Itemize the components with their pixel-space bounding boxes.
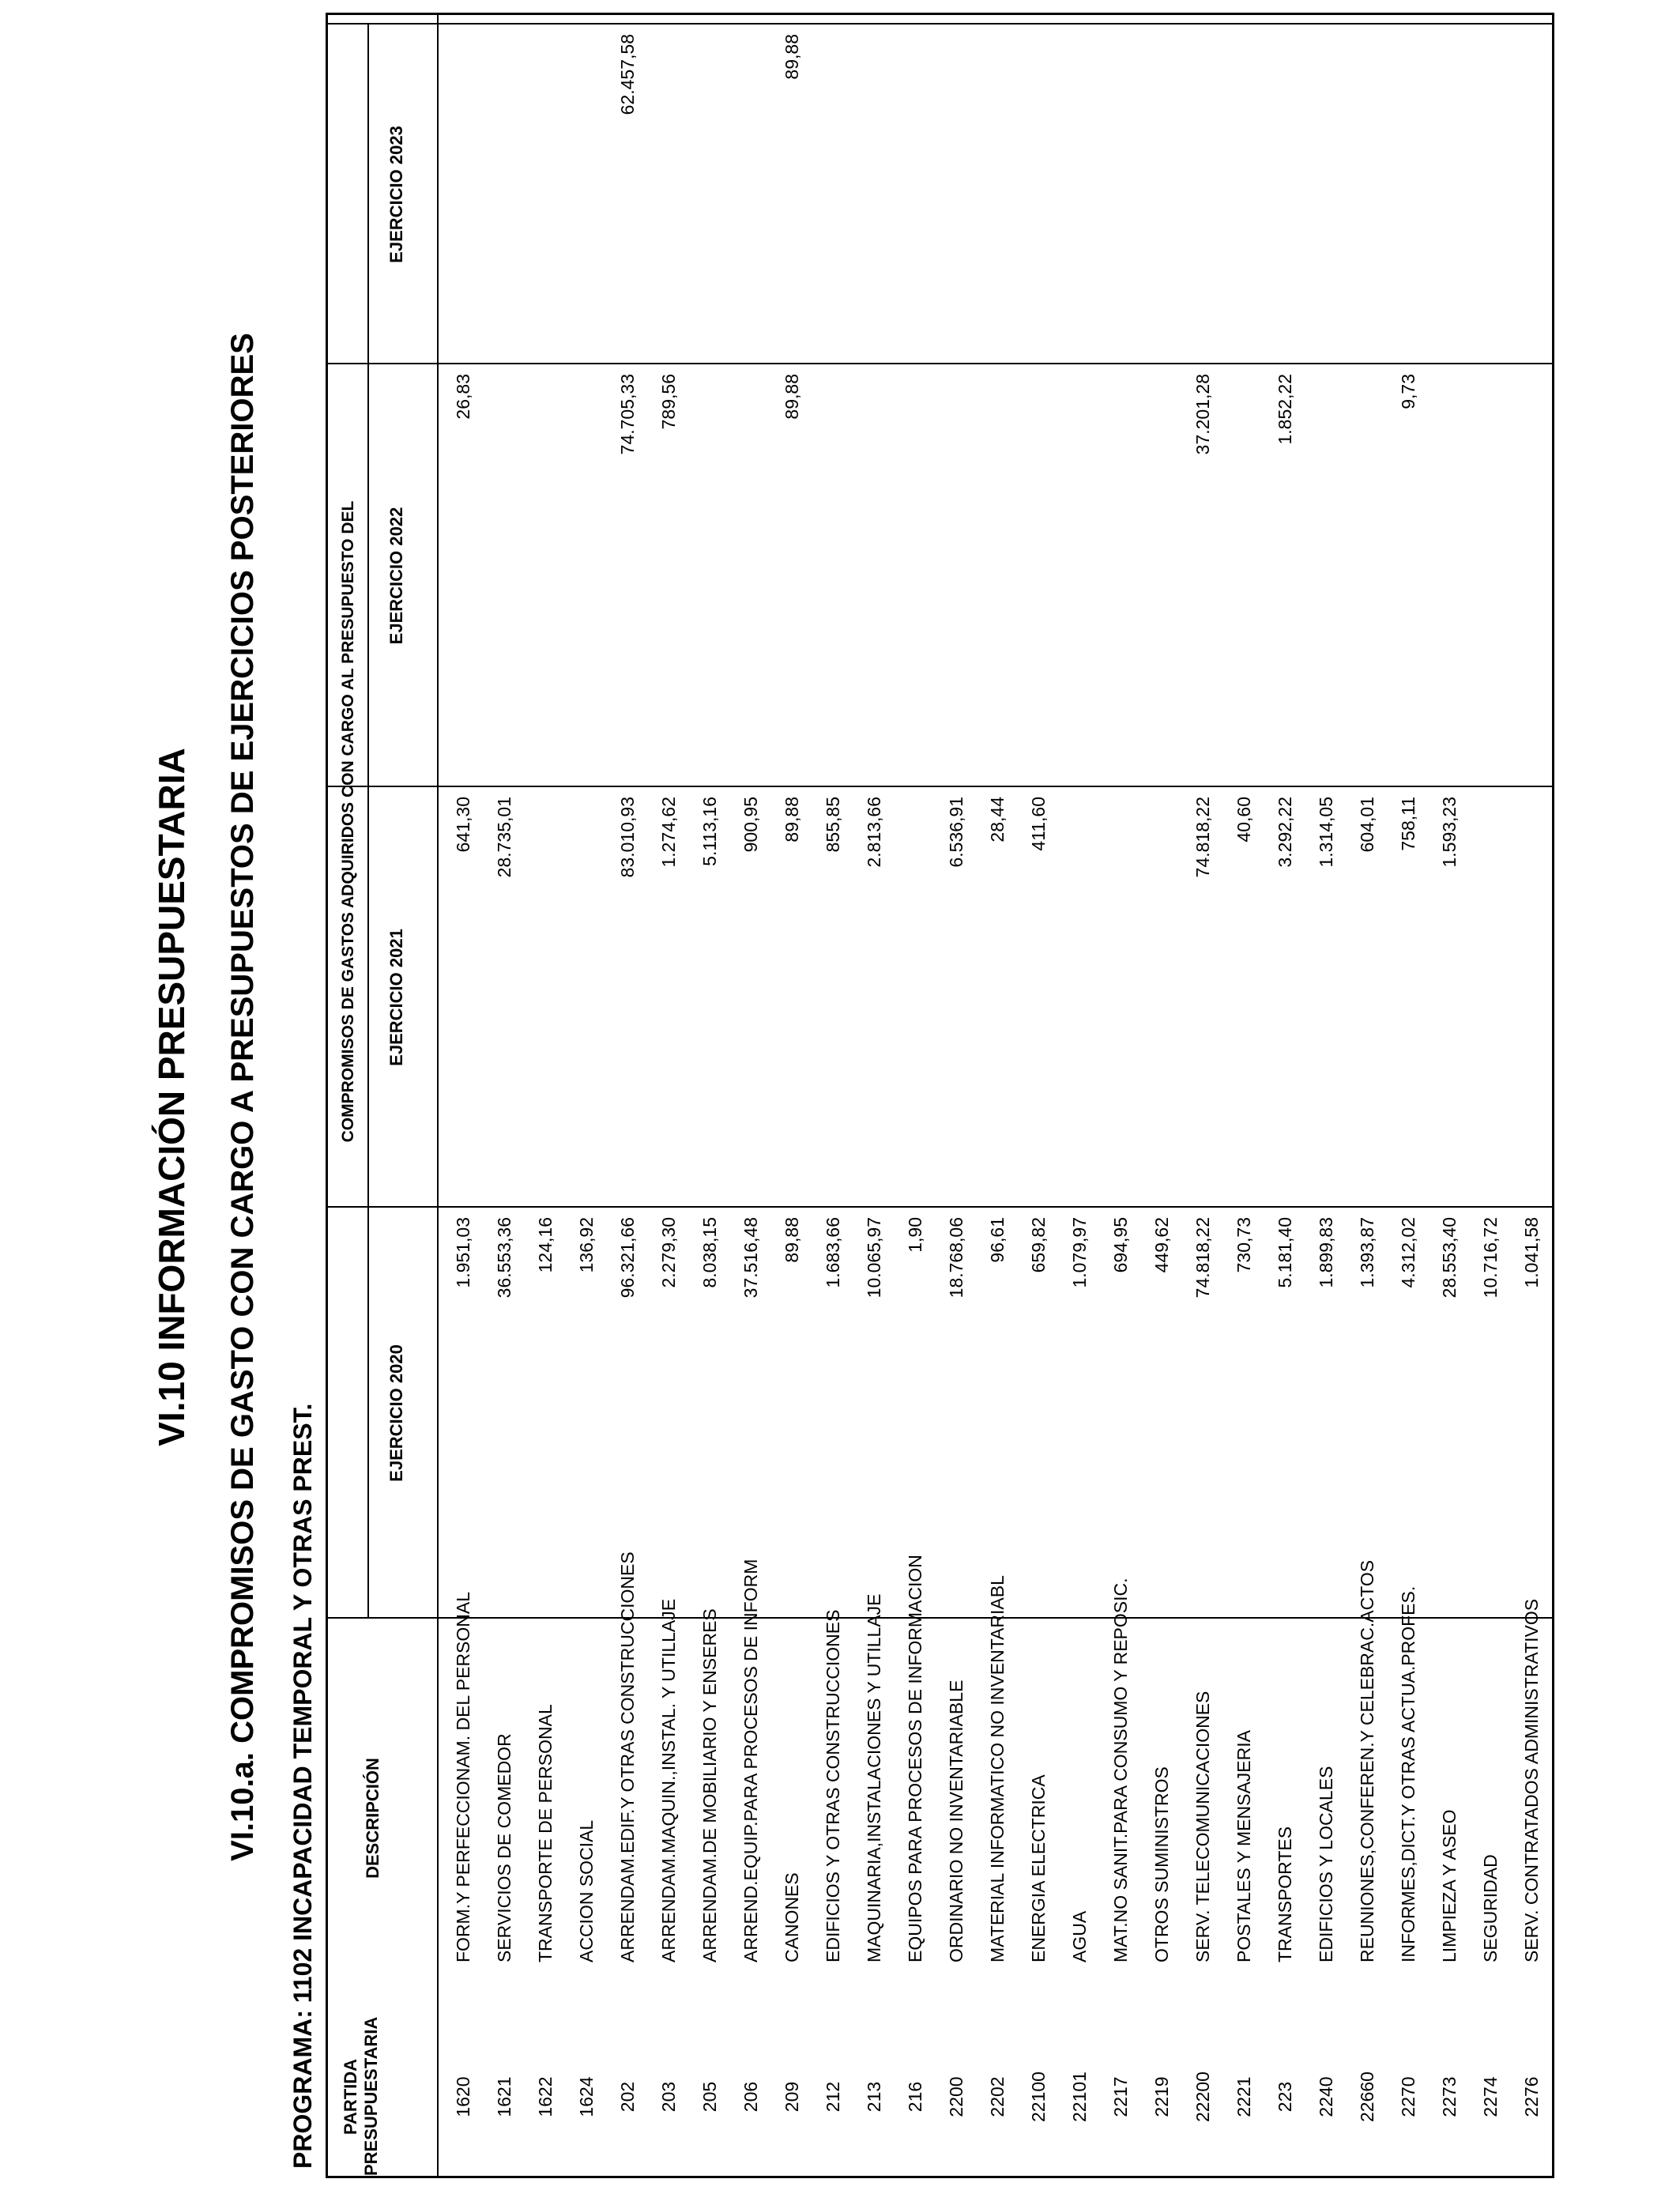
descripcion-cell: ACCION SOCIAL <box>576 1819 597 1962</box>
table-row <box>1388 15 1427 2176</box>
partida-code: 2219 <box>1151 2076 1172 2117</box>
amount-e2020: 2.279,30 <box>658 1217 679 1288</box>
amount-e2020: 36.553,36 <box>494 1217 514 1299</box>
amount-e2020: 1.393,87 <box>1357 1217 1377 1288</box>
partida-code: 205 <box>699 2081 720 2113</box>
table-row <box>936 15 975 2176</box>
amount-e2020: 10.716,72 <box>1480 1217 1501 1299</box>
amount-e2020: 449,62 <box>1151 1217 1172 1273</box>
amount-e2022: 1.852,22 <box>1275 374 1295 445</box>
partida-code: 2270 <box>1398 2076 1418 2117</box>
table-row <box>1101 15 1139 2176</box>
descripcion-cell: LIMPIEZA Y ASEO <box>1439 1809 1460 1962</box>
partida-code: 212 <box>823 2081 843 2113</box>
header-ejercicio-2021: EJERCICIO 2021 <box>386 929 406 1066</box>
table-row <box>1060 15 1098 2176</box>
amount-e2020: 10.065,97 <box>864 1217 884 1299</box>
amount-e2022: 789,56 <box>658 374 679 430</box>
page-title: VI.10 INFORMACIÓN PRESUPUESTARIA <box>151 748 192 1446</box>
table-row <box>1183 15 1222 2176</box>
table-row <box>443 15 482 2176</box>
partida-code: 22660 <box>1357 2071 1377 2122</box>
header-bottom-line <box>437 15 439 2176</box>
amount-e2020: 1.041,58 <box>1521 1217 1542 1288</box>
amount-e2020: 74.818,22 <box>1192 1217 1213 1299</box>
page-subtitle: VI.10.a. COMPROMISOS DE GASTO CON CARGO A PRESUPUESTOS DE EJERCICIOS POSTERIORES <box>225 333 260 1861</box>
amount-e2021: 28,44 <box>987 797 1008 843</box>
partida-code: 1620 <box>453 2076 473 2117</box>
table-row <box>1265 15 1304 2176</box>
partida-code: 2217 <box>1110 2076 1131 2117</box>
amount-e2020: 1.683,66 <box>823 1217 843 1288</box>
descripcion-cell: SERVICIOS DE COMEDOR <box>494 1733 514 1962</box>
amount-e2020: 730,73 <box>1234 1217 1254 1273</box>
amount-e2020: 136,92 <box>576 1217 597 1273</box>
header-descripcion: DESCRIPCIÓN <box>363 1758 382 1879</box>
descripcion-cell: CANONES <box>782 1872 802 1962</box>
partida-code: 213 <box>864 2081 884 2113</box>
amount-e2021: 2.813,66 <box>864 797 884 868</box>
amount-e2022: 9,73 <box>1398 374 1418 409</box>
descripcion-cell: INFORMES,DICT.Y OTRAS ACTUA.PROFES. <box>1398 1585 1418 1962</box>
partida-code: 22101 <box>1069 2071 1090 2122</box>
header-divider <box>367 25 369 1619</box>
partida-code: 22200 <box>1192 2071 1213 2122</box>
amount-e2021: 411,60 <box>1028 797 1049 851</box>
header-ejercicio-2022: EJERCICIO 2022 <box>386 507 406 645</box>
amount-e2020: 5.181,40 <box>1275 1217 1295 1288</box>
table-row <box>608 15 646 2176</box>
descripcion-cell: SERV. CONTRATADOS ADMINISTRATIVOS <box>1521 1598 1542 1962</box>
partida-code: 202 <box>617 2081 638 2113</box>
descripcion-cell: SEGURIDAD <box>1480 1854 1501 1962</box>
table-row <box>895 15 934 2176</box>
partida-code: 1621 <box>494 2076 514 2117</box>
amount-e2020: 694,95 <box>1110 1217 1131 1273</box>
amount-e2021: 1.593,23 <box>1439 797 1460 868</box>
amount-e2021: 74.818,22 <box>1192 797 1213 878</box>
amount-e2020: 28.553,40 <box>1439 1217 1460 1299</box>
partida-code: 223 <box>1275 2081 1295 2113</box>
amount-e2020: 1.899,83 <box>1316 1217 1336 1288</box>
table-row <box>1019 15 1057 2176</box>
descripcion-cell: ENERGIA ELECTRICA <box>1028 1774 1049 1962</box>
descripcion-cell: ARRENDAM.EDIF.Y OTRAS CONSTRUCCIONES <box>617 1551 638 1962</box>
table-row <box>731 15 770 2176</box>
amount-e2021: 1.314,05 <box>1316 797 1336 868</box>
descripcion-cell: MATERIAL INFORMATICO NO INVENTARIABL <box>987 1575 1008 1962</box>
amount-e2022: 26,83 <box>453 374 473 420</box>
header-ejercicio-2020: EJERCICIO 2020 <box>386 1344 406 1482</box>
partida-code: 203 <box>658 2081 679 2113</box>
partida-code: 2221 <box>1234 2076 1254 2117</box>
partida-code: 206 <box>740 2081 761 2113</box>
partida-code: 2276 <box>1521 2076 1542 2117</box>
amount-e2021: 40,60 <box>1234 797 1254 843</box>
amount-e2020: 96.321,66 <box>617 1217 638 1299</box>
amount-e2021: 83.010,93 <box>617 797 638 878</box>
partida-code: 2273 <box>1439 2076 1460 2117</box>
amount-e2021: 855,85 <box>823 797 843 853</box>
amount-e2022: 74.705,33 <box>617 374 638 455</box>
table-row <box>977 15 1016 2176</box>
descripcion-cell: TRANSPORTE DE PERSONAL <box>535 1704 556 1962</box>
partida-code: 2240 <box>1316 2076 1336 2117</box>
amount-e2021: 758,11 <box>1398 797 1418 851</box>
budget-table <box>326 13 1554 2178</box>
descripcion-cell: OTROS SUMINISTROS <box>1151 1766 1172 1962</box>
amount-e2021: 3.292,22 <box>1275 797 1295 868</box>
descripcion-cell: SERV. TELECOMUNICACIONES <box>1192 1691 1213 1962</box>
amount-e2020: 96,61 <box>987 1217 1008 1263</box>
amount-e2021: 641,30 <box>453 797 473 853</box>
header-ejercicio-2023: EJERCICIO 2023 <box>386 126 406 263</box>
descripcion-cell: ARREND.EQUIP.PARA PROCESOS DE INFORM <box>740 1559 761 1962</box>
amount-e2022: 89,88 <box>782 374 802 420</box>
amount-e2023: 89,88 <box>782 34 802 80</box>
table-row <box>1142 15 1181 2176</box>
descripcion-cell: REUNIONES,CONFEREN.Y CELEBRAC.ACTOS <box>1357 1559 1377 1962</box>
table-row <box>484 15 523 2176</box>
amount-e2020: 89,88 <box>782 1217 802 1263</box>
amount-e2020: 1,90 <box>905 1217 925 1253</box>
partida-code: 1624 <box>576 2076 597 2117</box>
amount-e2020: 1.951,03 <box>453 1217 473 1288</box>
table-row <box>1430 15 1468 2176</box>
amount-e2021: 6.536,91 <box>946 797 966 868</box>
amount-e2020: 4.312,02 <box>1398 1217 1418 1288</box>
header-partida: PARTIDA PRESUPUESTARIA <box>341 2016 381 2176</box>
table-row <box>772 15 811 2176</box>
amount-e2020: 1.079,97 <box>1069 1217 1090 1288</box>
table-row <box>649 15 687 2176</box>
amount-e2021: 900,95 <box>740 797 761 853</box>
descripcion-cell: EDIFICIOS Y OTRAS CONSTRUCCIONES <box>823 1609 843 1962</box>
amount-e2021: 604,01 <box>1357 797 1377 853</box>
amount-e2020: 18.768,06 <box>946 1217 966 1299</box>
partida-code: 22100 <box>1028 2071 1049 2122</box>
partida-code: 1622 <box>535 2076 556 2117</box>
amount-e2023: 62.457,58 <box>617 34 638 115</box>
table-row <box>1471 15 1509 2176</box>
descripcion-cell: POSTALES Y MENSAJERIA <box>1234 1730 1254 1962</box>
descripcion-cell: ORDINARIO NO INVENTARIABLE <box>946 1679 966 1962</box>
amount-e2020: 37.516,48 <box>740 1217 761 1299</box>
amount-e2021: 1.274,62 <box>658 797 679 868</box>
amount-e2021: 28.735,01 <box>494 797 514 878</box>
descripcion-cell: MAT.NO SANIT.PARA CONSUMO Y REPOSIC. <box>1110 1578 1131 1962</box>
descripcion-cell: AGUA <box>1069 1910 1090 1962</box>
table-row <box>1224 15 1263 2176</box>
table-row <box>813 15 852 2176</box>
partida-code: 2200 <box>946 2076 966 2117</box>
header-group: COMPROMISOS DE GASTOS ADQUIRIDOS CON CARGO AL PRESUPUESTO DEL <box>339 500 357 1143</box>
amount-e2021: 5.113,16 <box>699 797 720 866</box>
partida-code: 2202 <box>987 2076 1008 2117</box>
table-row <box>525 15 564 2176</box>
amount-e2020: 659,82 <box>1028 1217 1049 1273</box>
partida-code: 216 <box>905 2081 925 2113</box>
descripcion-cell: TRANSPORTES <box>1275 1826 1295 1962</box>
table-row <box>1306 15 1345 2176</box>
descripcion-cell: EQUIPOS PARA PROCESOS DE INFORMACION <box>905 1555 925 1962</box>
descripcion-cell: ARRENDAM.MAQUIN.,INSTAL. Y UTILLAJE <box>658 1598 679 1962</box>
header-ejercicios-sucesivos <box>386 0 407 25</box>
amount-e2021: 89,88 <box>782 797 802 843</box>
amount-e2022: 37.201,28 <box>1192 374 1213 455</box>
amount-e2020: 8.038,15 <box>699 1217 720 1288</box>
table-row <box>854 15 893 2176</box>
descripcion-cell: ARRENDAM.DE MOBILIARIO Y ENSERES <box>699 1608 720 1962</box>
table-row <box>1347 15 1386 2176</box>
partida-code: 2274 <box>1480 2076 1501 2117</box>
partida-code: 209 <box>782 2081 802 2113</box>
amount-e2020: 124,16 <box>535 1217 556 1273</box>
table-row <box>1512 15 1550 2176</box>
descripcion-cell: FORM.Y PERFECCIONAM. DEL PERSONAL <box>453 1591 473 1962</box>
descripcion-cell: MAQUINARIA,INSTALACIONES Y UTILLAJE <box>864 1593 884 1962</box>
table-row <box>690 15 729 2176</box>
program-label: PROGRAMA: 1102 INCAPACIDAD TEMPORAL Y OTRAS PREST. <box>288 1403 317 2169</box>
descripcion-cell: EDIFICIOS Y LOCALES <box>1316 1766 1336 1962</box>
table-row <box>567 15 605 2176</box>
